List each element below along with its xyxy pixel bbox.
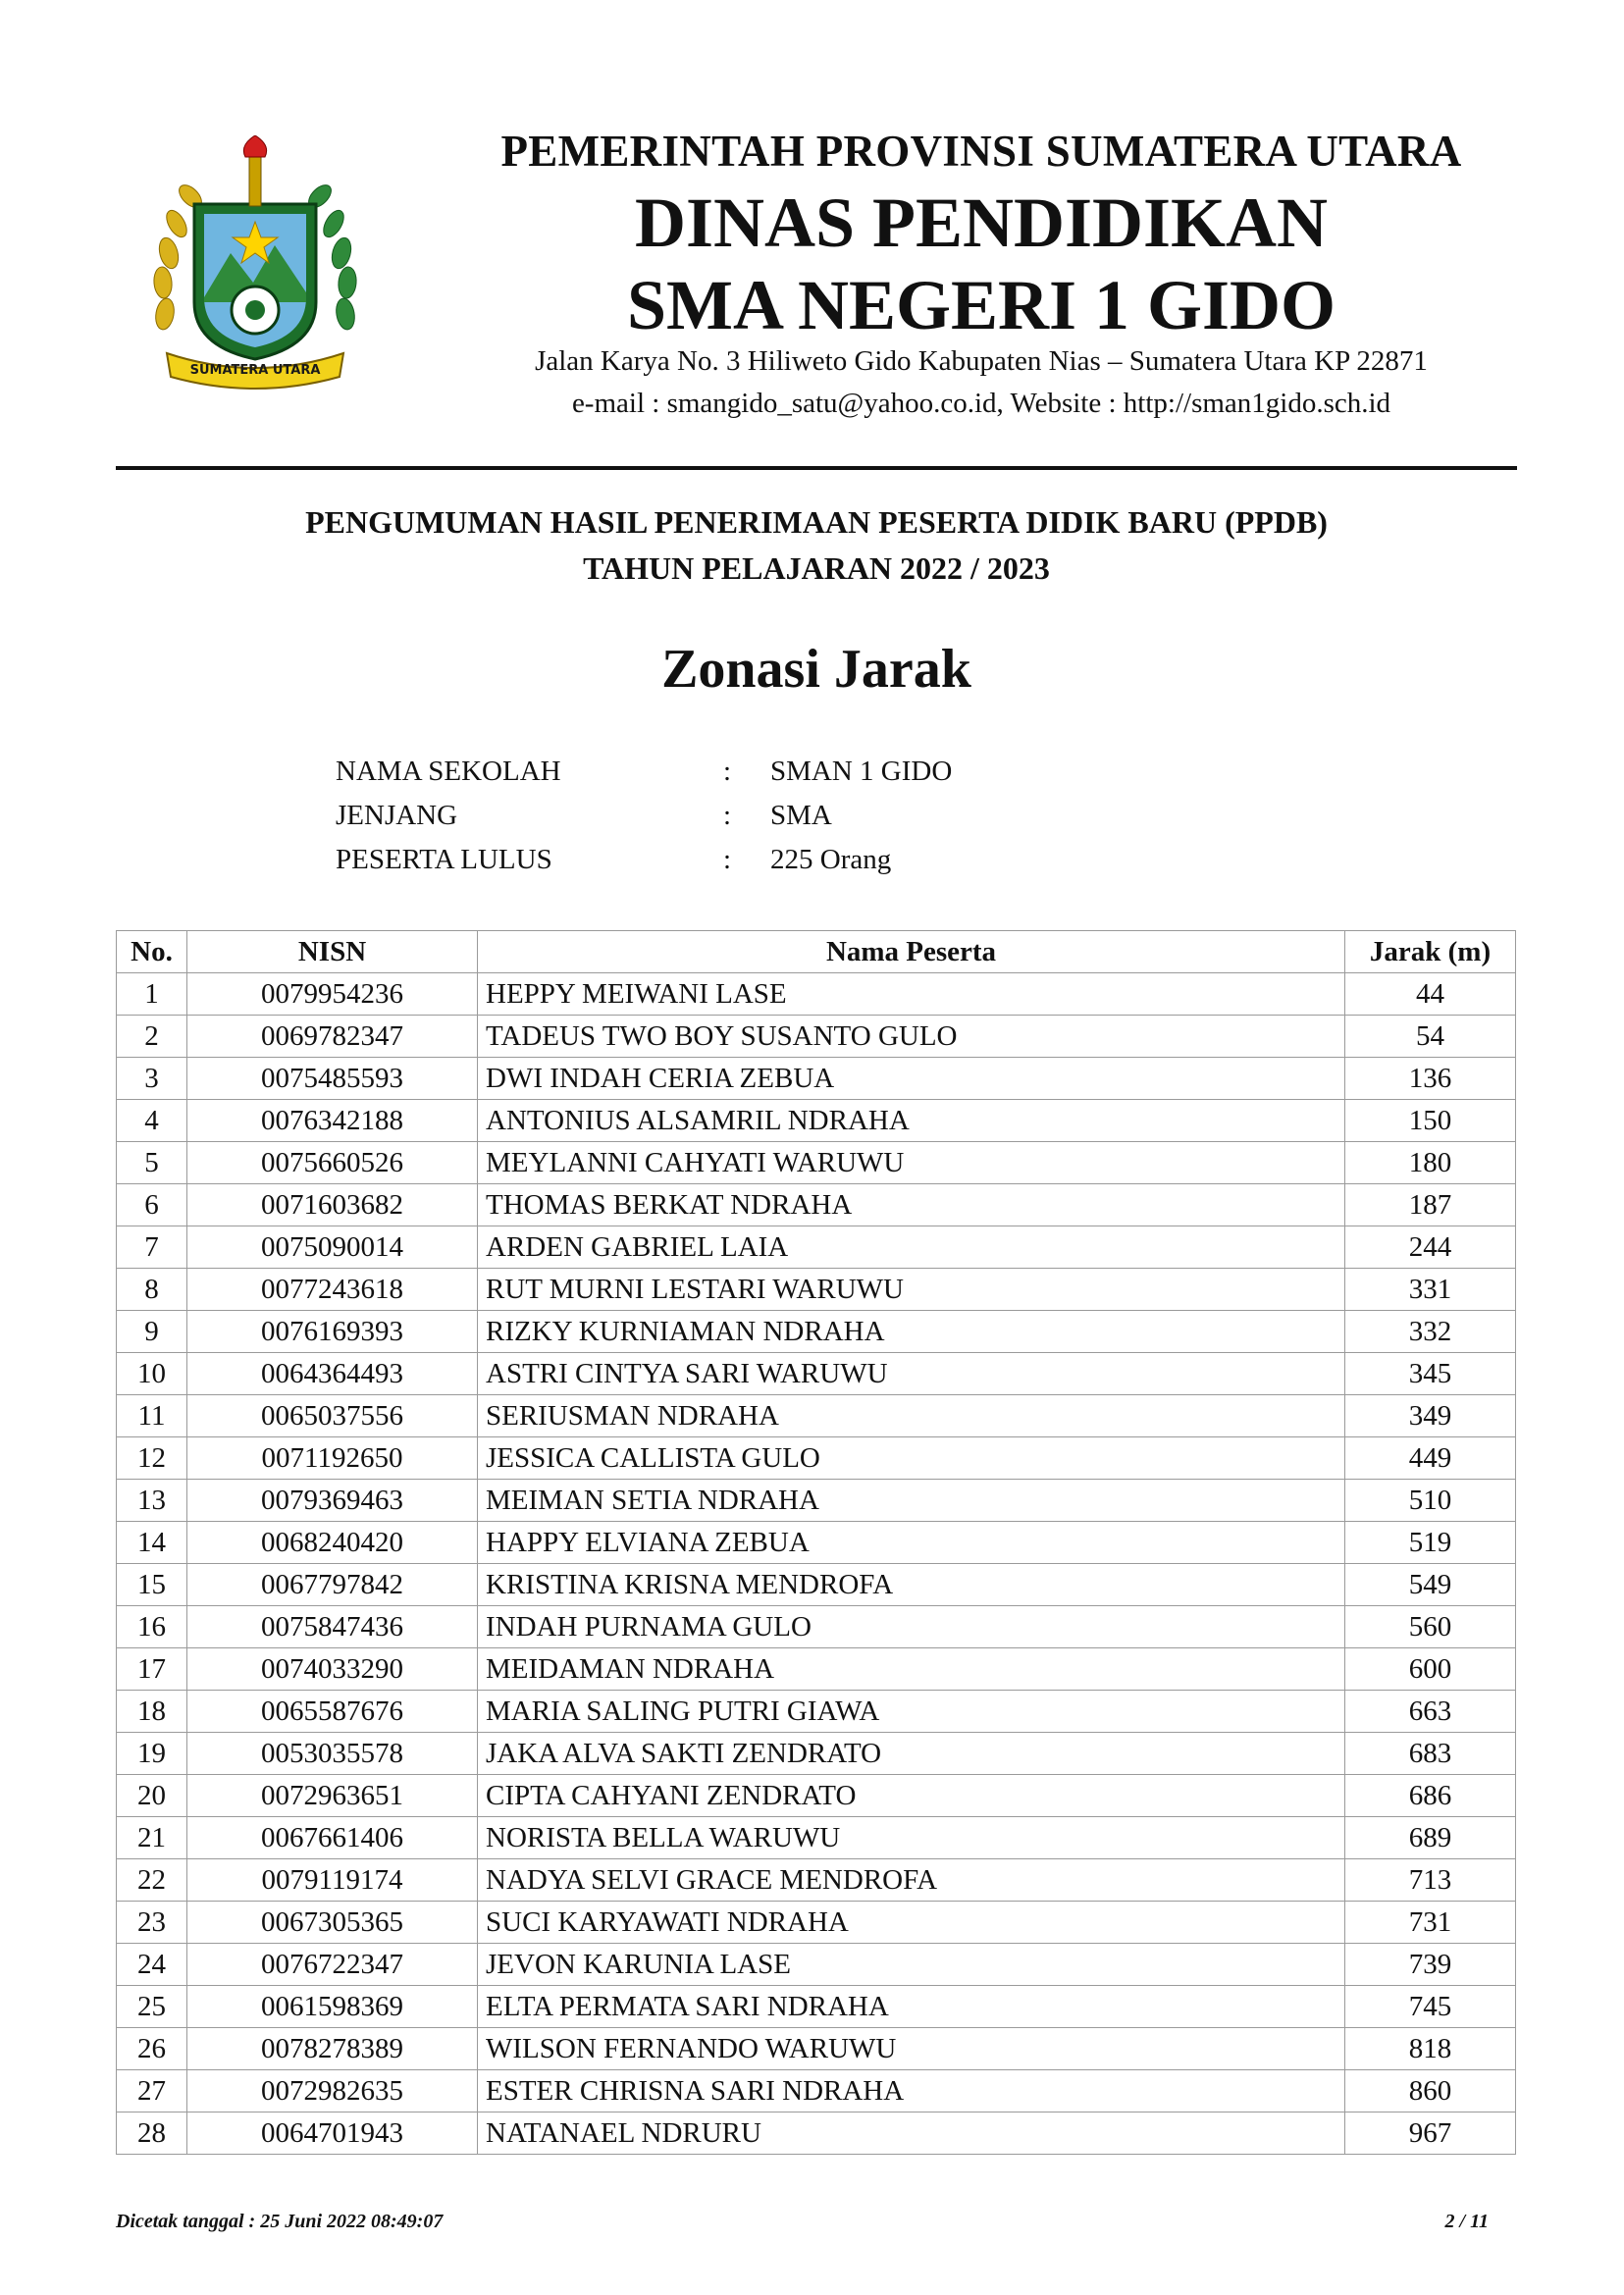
- table-row: [117, 1184, 1516, 1226]
- row-nisn: 0075090014: [187, 1226, 478, 1269]
- row-name: JAKA ALVA SAKTI ZENDRATO: [478, 1733, 1345, 1775]
- emblem-ribbon-text: SUMATERA UTARA: [189, 363, 321, 378]
- info-row-passed: [336, 844, 1022, 888]
- info-value: 225 Orang: [770, 844, 892, 875]
- row-nisn: 0064701943: [187, 2112, 478, 2155]
- row-distance: 689: [1345, 1817, 1516, 1859]
- row-number: 24: [117, 1944, 187, 1986]
- row-distance: 519: [1345, 1522, 1516, 1564]
- table-row: [117, 1902, 1516, 1944]
- row-number: 3: [117, 1058, 187, 1100]
- table-row: [117, 2028, 1516, 2070]
- row-number: 10: [117, 1353, 187, 1395]
- row-number: 5: [117, 1142, 187, 1184]
- row-distance: 731: [1345, 1902, 1516, 1944]
- row-nisn: 0061598369: [187, 1986, 478, 2028]
- row-number: 23: [117, 1902, 187, 1944]
- row-number: 19: [117, 1733, 187, 1775]
- row-name: HAPPY ELVIANA ZEBUA: [478, 1522, 1345, 1564]
- table-row: [117, 1733, 1516, 1775]
- table-body: [117, 973, 1516, 2155]
- table-row: [117, 1058, 1516, 1100]
- table-row: [117, 1648, 1516, 1691]
- row-nisn: 0079954236: [187, 973, 478, 1016]
- row-name: JESSICA CALLISTA GULO: [478, 1437, 1345, 1480]
- info-label: JENJANG: [336, 800, 458, 831]
- row-number: 28: [117, 2112, 187, 2155]
- row-distance: 967: [1345, 2112, 1516, 2155]
- row-distance: 600: [1345, 1648, 1516, 1691]
- row-distance: 818: [1345, 2028, 1516, 2070]
- school-address: Jalan Karya No. 3 Hiliweto Gido Kabupaten Nias – Sumatera Utara KP 22871: [535, 345, 1428, 377]
- sumatera-utara-emblem-icon: [147, 135, 363, 392]
- row-name: ANTONIUS ALSAMRIL NDRAHA: [478, 1100, 1345, 1142]
- row-name: THOMAS BERKAT NDRAHA: [478, 1184, 1345, 1226]
- row-number: 9: [117, 1311, 187, 1353]
- row-name: ESTER CHRISNA SARI NDRAHA: [478, 2070, 1345, 2112]
- row-nisn: 0078278389: [187, 2028, 478, 2070]
- row-distance: 331: [1345, 1269, 1516, 1311]
- table-header-row: [117, 931, 1516, 973]
- row-distance: 449: [1345, 1437, 1516, 1480]
- academic-year: TAHUN PELAJARAN 2022 / 2023: [583, 550, 1050, 586]
- col-header-nisn: NISN: [187, 931, 478, 973]
- row-nisn: 0071192650: [187, 1437, 478, 1480]
- row-number: 14: [117, 1522, 187, 1564]
- row-name: ARDEN GABRIEL LAIA: [478, 1226, 1345, 1269]
- row-name: ELTA PERMATA SARI NDRAHA: [478, 1986, 1345, 2028]
- row-nisn: 0075485593: [187, 1058, 478, 1100]
- row-distance: 136: [1345, 1058, 1516, 1100]
- row-nisn: 0077243618: [187, 1269, 478, 1311]
- table-row: [117, 1859, 1516, 1902]
- row-nisn: 0071603682: [187, 1184, 478, 1226]
- info-row-school-name: [336, 756, 1022, 800]
- row-name: DWI INDAH CERIA ZEBUA: [478, 1058, 1345, 1100]
- row-nisn: 0074033290: [187, 1648, 478, 1691]
- row-distance: 713: [1345, 1859, 1516, 1902]
- row-distance: 332: [1345, 1311, 1516, 1353]
- row-nisn: 0076722347: [187, 1944, 478, 1986]
- row-nisn: 0069782347: [187, 1016, 478, 1058]
- row-nisn: 0053035578: [187, 1733, 478, 1775]
- info-label: NAMA SEKOLAH: [336, 756, 561, 787]
- row-nisn: 0075660526: [187, 1142, 478, 1184]
- agency-title: DINAS PENDIDIKAN: [634, 183, 1329, 262]
- info-separator: :: [723, 844, 732, 875]
- col-header-distance: Jarak (m): [1345, 931, 1516, 973]
- table-row: [117, 1986, 1516, 2028]
- col-header-no: No.: [117, 931, 187, 973]
- row-name: INDAH PURNAMA GULO: [478, 1606, 1345, 1648]
- row-nisn: 0076342188: [187, 1100, 478, 1142]
- table-row: [117, 1437, 1516, 1480]
- row-number: 11: [117, 1395, 187, 1437]
- row-name: SUCI KARYAWATI NDRAHA: [478, 1902, 1345, 1944]
- row-nisn: 0075847436: [187, 1606, 478, 1648]
- row-number: 18: [117, 1691, 187, 1733]
- table-row: [117, 1311, 1516, 1353]
- table-row: [117, 1395, 1516, 1437]
- row-nisn: 0076169393: [187, 1311, 478, 1353]
- announcement-title: PENGUMUMAN HASIL PENERIMAAN PESERTA DIDIK BARU (PPDB): [305, 504, 1328, 540]
- row-number: 6: [117, 1184, 187, 1226]
- row-distance: 686: [1345, 1775, 1516, 1817]
- row-name: HEPPY MEIWANI LASE: [478, 973, 1345, 1016]
- row-nisn: 0079369463: [187, 1480, 478, 1522]
- row-name: CIPTA CAHYANI ZENDRATO: [478, 1775, 1345, 1817]
- table-row: [117, 2070, 1516, 2112]
- row-nisn: 0072982635: [187, 2070, 478, 2112]
- row-number: 2: [117, 1016, 187, 1058]
- row-number: 27: [117, 2070, 187, 2112]
- print-date: Dicetak tanggal : 25 Juni 2022 08:49:07: [116, 2211, 444, 2232]
- row-distance: 44: [1345, 973, 1516, 1016]
- row-distance: 244: [1345, 1226, 1516, 1269]
- info-label: PESERTA LULUS: [336, 844, 552, 875]
- row-distance: 683: [1345, 1733, 1516, 1775]
- row-nisn: 0067797842: [187, 1564, 478, 1606]
- row-number: 22: [117, 1859, 187, 1902]
- table-row: [117, 1564, 1516, 1606]
- row-number: 25: [117, 1986, 187, 2028]
- row-distance: 560: [1345, 1606, 1516, 1648]
- table-row: [117, 2112, 1516, 2155]
- row-name: RIZKY KURNIAMAN NDRAHA: [478, 1311, 1345, 1353]
- table-row: [117, 973, 1516, 1016]
- row-name: NORISTA BELLA WARUWU: [478, 1817, 1345, 1859]
- row-name: MEIDAMAN NDRAHA: [478, 1648, 1345, 1691]
- row-distance: 860: [1345, 2070, 1516, 2112]
- row-number: 4: [117, 1100, 187, 1142]
- row-distance: 150: [1345, 1100, 1516, 1142]
- table-row: [117, 1100, 1516, 1142]
- row-name: WILSON FERNANDO WARUWU: [478, 2028, 1345, 2070]
- row-nisn: 0072963651: [187, 1775, 478, 1817]
- row-name: MARIA SALING PUTRI GIAWA: [478, 1691, 1345, 1733]
- row-number: 21: [117, 1817, 187, 1859]
- info-value: SMA: [770, 800, 832, 831]
- row-distance: 187: [1345, 1184, 1516, 1226]
- row-name: NATANAEL NDRURU: [478, 2112, 1345, 2155]
- table-row: [117, 1691, 1516, 1733]
- row-number: 26: [117, 2028, 187, 2070]
- row-name: RUT MURNI LESTARI WARUWU: [478, 1269, 1345, 1311]
- row-number: 15: [117, 1564, 187, 1606]
- row-number: 17: [117, 1648, 187, 1691]
- row-distance: 510: [1345, 1480, 1516, 1522]
- table-row: [117, 1226, 1516, 1269]
- info-value: SMAN 1 GIDO: [770, 756, 953, 787]
- page-number: 2 / 11: [1444, 2211, 1489, 2232]
- row-name: TADEUS TWO BOY SUSANTO GULO: [478, 1016, 1345, 1058]
- school-contact: e-mail : smangido_satu@yahoo.co.id, Website : http://sman1gido.sch.id: [571, 388, 1391, 419]
- school-info: [336, 756, 1022, 888]
- table-row: [117, 1522, 1516, 1564]
- table-row: [117, 1817, 1516, 1859]
- row-distance: 745: [1345, 1986, 1516, 2028]
- row-number: 20: [117, 1775, 187, 1817]
- info-separator: :: [723, 756, 732, 787]
- col-header-name: Nama Peserta: [478, 931, 1345, 973]
- row-name: ASTRI CINTYA SARI WARUWU: [478, 1353, 1345, 1395]
- row-distance: 349: [1345, 1395, 1516, 1437]
- row-name: JEVON KARUNIA LASE: [478, 1944, 1345, 1986]
- letterhead-divider: [116, 466, 1517, 470]
- row-name: SERIUSMAN NDRAHA: [478, 1395, 1345, 1437]
- province-title: PEMERINTAH PROVINSI SUMATERA UTARA: [500, 127, 1462, 176]
- row-name: MEYLANNI CAHYATI WARUWU: [478, 1142, 1345, 1184]
- school-title: SMA NEGERI 1 GIDO: [626, 266, 1336, 344]
- row-number: 1: [117, 973, 187, 1016]
- row-distance: 54: [1345, 1016, 1516, 1058]
- row-distance: 549: [1345, 1564, 1516, 1606]
- info-row-level: [336, 800, 1022, 844]
- row-name: NADYA SELVI GRACE MENDROFA: [478, 1859, 1345, 1902]
- row-distance: 345: [1345, 1353, 1516, 1395]
- row-distance: 663: [1345, 1691, 1516, 1733]
- table-row: [117, 1353, 1516, 1395]
- row-nisn: 0067305365: [187, 1902, 478, 1944]
- row-nisn: 0067661406: [187, 1817, 478, 1859]
- info-separator: :: [723, 800, 732, 831]
- table-row: [117, 1480, 1516, 1522]
- row-distance: 180: [1345, 1142, 1516, 1184]
- table-row: [117, 1269, 1516, 1311]
- row-number: 7: [117, 1226, 187, 1269]
- row-nisn: 0064364493: [187, 1353, 478, 1395]
- row-distance: 739: [1345, 1944, 1516, 1986]
- row-number: 16: [117, 1606, 187, 1648]
- row-name: MEIMAN SETIA NDRAHA: [478, 1480, 1345, 1522]
- row-nisn: 0079119174: [187, 1859, 478, 1902]
- row-number: 8: [117, 1269, 187, 1311]
- row-number: 13: [117, 1480, 187, 1522]
- table-row: [117, 1775, 1516, 1817]
- row-nisn: 0065587676: [187, 1691, 478, 1733]
- selection-category: Zonasi Jarak: [661, 639, 971, 700]
- table-row: [117, 1944, 1516, 1986]
- row-nisn: 0068240420: [187, 1522, 478, 1564]
- table-row: [117, 1142, 1516, 1184]
- table-row: [117, 1016, 1516, 1058]
- row-nisn: 0065037556: [187, 1395, 478, 1437]
- participant-table: [116, 930, 1516, 2155]
- table-row: [117, 1606, 1516, 1648]
- row-number: 12: [117, 1437, 187, 1480]
- row-name: KRISTINA KRISNA MENDROFA: [478, 1564, 1345, 1606]
